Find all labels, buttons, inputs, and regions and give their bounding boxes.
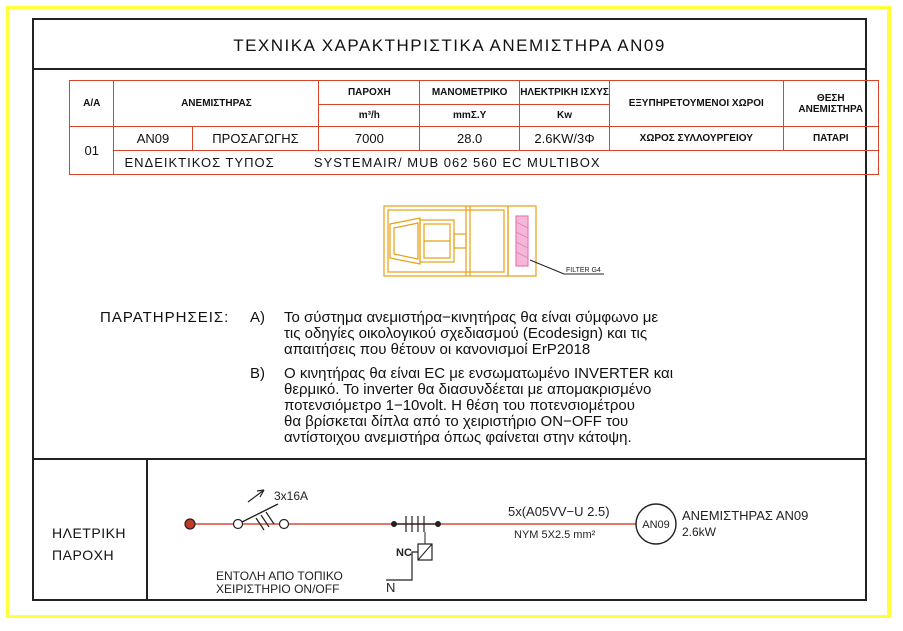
command-label-line1: ΕΝΤΟΛΗ ΑΠΟ ΤΟΠΙΚΟ — [216, 569, 343, 583]
sheet-title: ΤΕΧΝΙΚΑ ΧΑΡΑΚΤΗΡΙΣΤΙΚΑ ΑΝΕΜΙΣΤΗΡΑ ΑΝ09 — [233, 36, 666, 55]
header-position: ΘΕΣΗ ΑΝΕΜΙΣΤΗΡΑ — [783, 81, 878, 127]
fan-name: ΑΝΕΜΙΣΤΗΡΑΣ ΑΝ09 — [682, 508, 809, 523]
indicative-type-row — [114, 151, 879, 175]
title-block — [34, 20, 865, 70]
header-fan: ΑΝΕΜΙΣΤΗΡΑΣ — [114, 81, 319, 127]
command-label-line2: ΧΕΙΡΙΣΤΗΡΙΟ ON/OFF — [216, 582, 340, 596]
filter-g4-mark — [516, 216, 528, 266]
header-served: ΕΞΥΠΗΡΕΤΟΥΜΕΝΟΙ ΧΩΡΟΙ — [610, 81, 784, 127]
single-line-diagram — [148, 460, 865, 601]
header-aa: Α/Α — [70, 81, 114, 127]
unit-pressure: mmΣ.Υ — [420, 105, 520, 127]
row-aa: 01 — [70, 127, 114, 175]
row-code: ΑΝ09 — [114, 127, 192, 151]
remark-a-line: τις οδηγίες οικολογικού σχεδιασμού (Ecodesign) και τις — [284, 325, 648, 342]
remark-b-line: θα βρίσκεται δίπλα από το χειριστήριο ΟΝ−OFF του — [284, 413, 629, 430]
supply-label-line2: ΠΑΡΟΧΗ — [52, 547, 115, 563]
unit-power: Kw — [520, 105, 610, 127]
remark-a-text — [284, 310, 658, 358]
indicative-label: ΕΝΔΕΙΚΤΙΚΟΣ ΤΥΠΟΣ — [124, 155, 275, 170]
row-power: 2.6KW/3Φ — [520, 127, 610, 151]
breaker-contact-right — [280, 520, 289, 529]
breaker-blade — [242, 504, 278, 522]
filter-leader-line — [530, 260, 564, 274]
remark-a-marker: Α) — [250, 309, 265, 326]
command-mark: N — [386, 580, 396, 595]
row-flow: 7000 — [319, 127, 420, 151]
remark-b-line: θερμικό. Το inverter θα διασυνδέεται με απομακρισμένο — [284, 381, 652, 398]
remark-b-line: αντίστοιχου ανεμιστήρα όπως φαίνεται στην κάτοψη. — [284, 429, 632, 446]
remark-b-marker: Β) — [250, 365, 265, 382]
remark-b-line: ποτενσιόμετρο 1−10volt. Η θέση του ποτενσιομέτρου — [284, 397, 635, 414]
row-pressure: 28.0 — [420, 127, 520, 151]
indicative-value: SYSTEMAIR/ MUB 062 560 EC MULTIBOX — [313, 155, 601, 170]
fan-unit-drawing — [374, 202, 614, 282]
fan-power: 2.6kW — [682, 525, 717, 539]
cable-spec-top: 5x(A05VV−U 2.5) — [508, 504, 610, 519]
remark-b-line: Ο κινητήρας θα είναι EC με ενσωματωμένο INVERTER και — [284, 365, 674, 382]
electrical-supply-section — [34, 458, 865, 601]
fan-spec-table — [69, 80, 879, 175]
remarks-label: ΠΑΡΑΤΗΡΗΣΕΙΣ: — [100, 309, 230, 326]
row-type: ΠΡΟΣΑΓΩΓΗΣ — [192, 127, 319, 151]
header-pressure: ΜΑΝΟΜΕΤΡΙΚΟ — [420, 81, 520, 105]
header-power: ΗΛΕΚΤΡΙΚΗ ΙΣΧΥΣ — [520, 81, 610, 105]
breaker-rating: 3x16A — [274, 489, 309, 503]
supply-label-line1: ΗΛΕΤΡΙΚΗ — [52, 525, 127, 541]
breaker-contact-left — [234, 520, 243, 529]
unit-flow: m³/h — [319, 105, 420, 127]
cable-spec-bottom: NYM 5X2.5 mm² — [514, 529, 596, 541]
nc-label: NC — [396, 547, 412, 559]
drawing-sheet — [32, 18, 867, 601]
remark-b-text — [284, 366, 673, 446]
filter-label: FILTER G4 — [566, 267, 601, 274]
row-position: ΠΑΤΑΡΙ — [783, 127, 878, 151]
remark-a-line: Το σύστημα ανεμιστήρα−κινητήρας θα είναι σύμφωνο με — [284, 309, 659, 326]
remark-a-line: απαιτήσεις που θέτουν οι κανονισμοί ErP2018 — [284, 341, 591, 358]
row-served: ΧΩΡΟΣ ΣΥΛΛΟΥΡΓΕΙΟΥ — [610, 127, 784, 151]
supply-terminal — [185, 519, 195, 529]
fan-tag: ΑΝ09 — [642, 519, 670, 531]
header-flow: ΠΑΡΟΧΗ — [319, 81, 420, 105]
supply-label — [52, 522, 126, 566]
